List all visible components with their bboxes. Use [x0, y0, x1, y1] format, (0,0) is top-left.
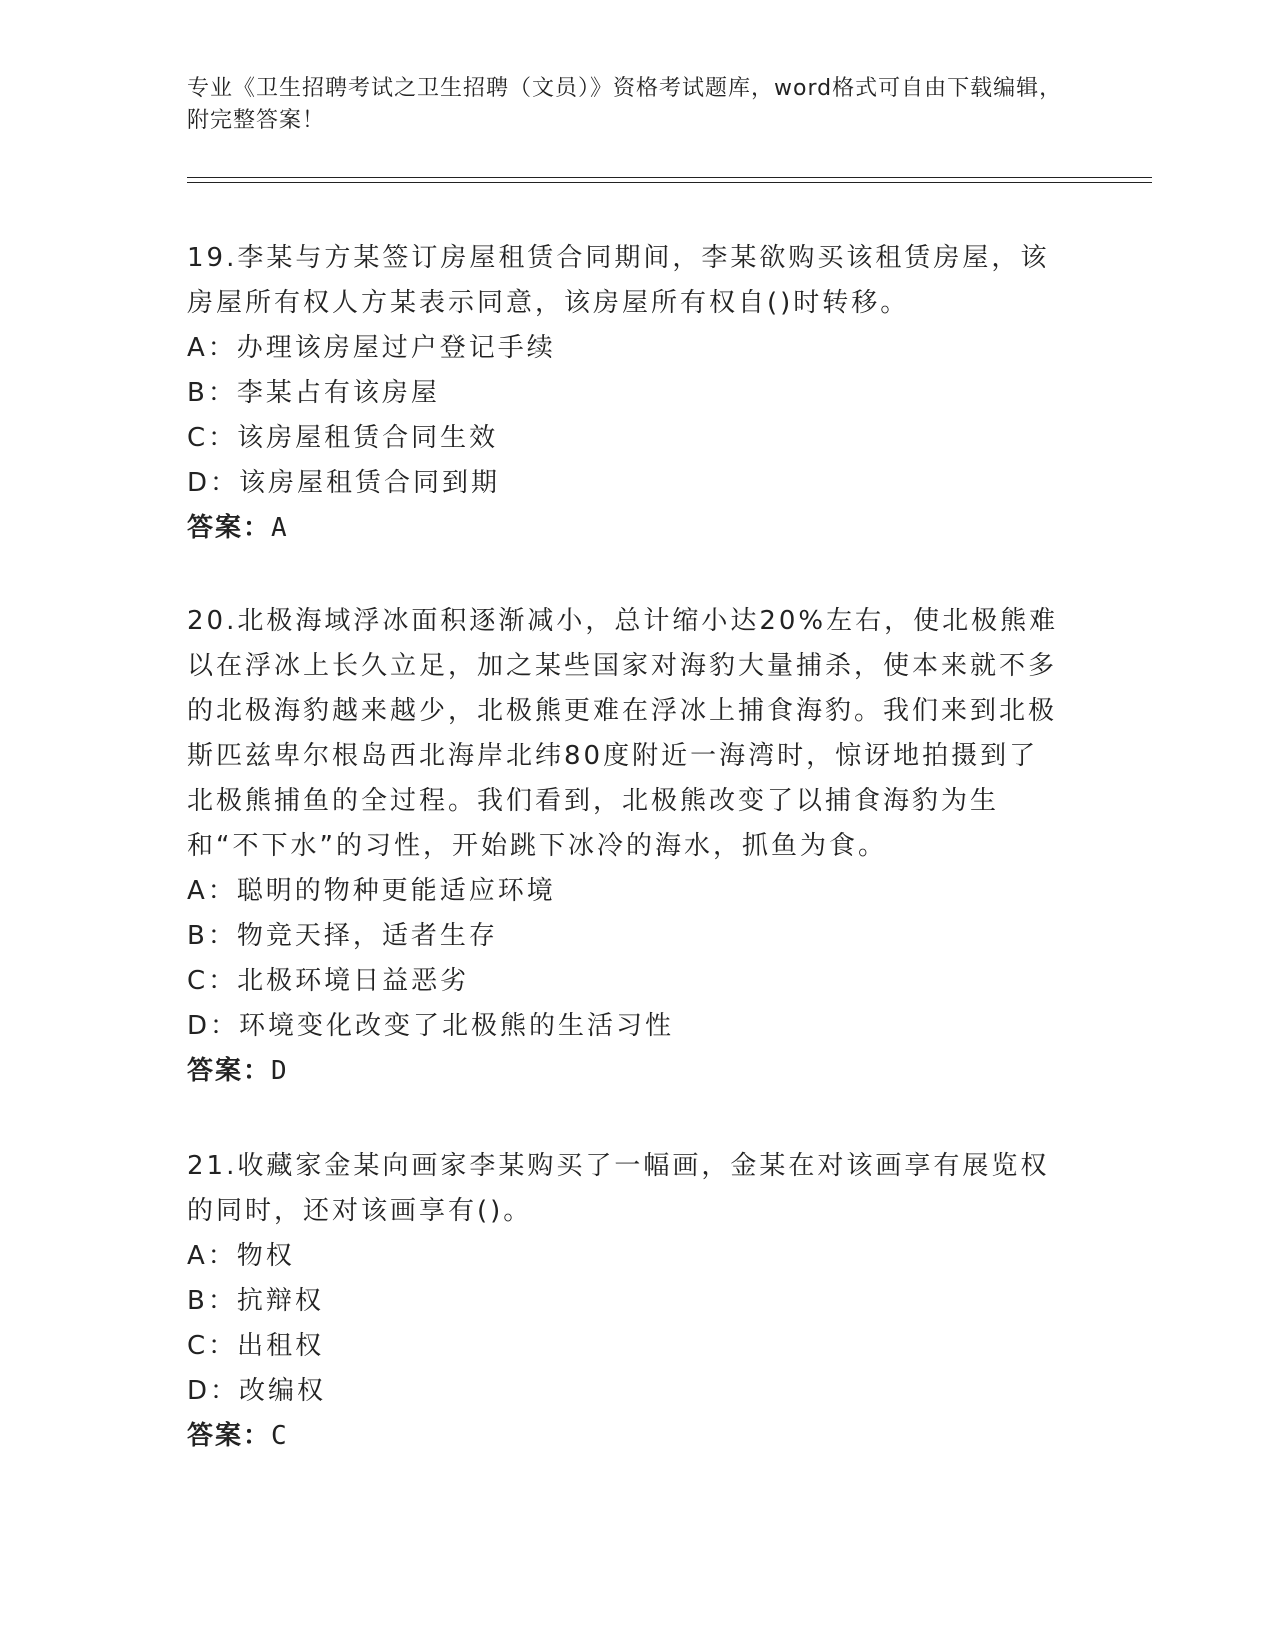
option-c: C：北极环境日益恶劣 [187, 966, 470, 996]
option-d: D：环境变化改变了北极熊的生活习性 [187, 1011, 675, 1041]
option-b: B：物竞天择，适者生存 [187, 921, 498, 951]
option-a: A：办理该房屋过户登记手续 [187, 333, 556, 363]
option-d: D：该房屋租赁合同到期 [187, 468, 501, 498]
answer-line [187, 1414, 1067, 1459]
answer-value: A [271, 513, 289, 543]
option-a: A：聪明的物种更能适应环境 [187, 876, 556, 906]
answer-label: 答案： [187, 1421, 272, 1451]
header-divider-bottom [187, 182, 1152, 183]
answer-line [187, 506, 1067, 551]
answer-value: D [271, 1056, 289, 1086]
question-19 [187, 236, 1067, 551]
question-stem: 20.北极海域浮冰面积逐渐减小，总计缩小达20%左右，使北极熊难以在浮冰上长久立足，加之某些国家对海豹大量捕杀，使本来就不多的北极海豹越来越少，北极熊更难在浮冰上捕食海豹。我们来到北极斯匹兹卑尔根岛西北海岸北纬80度附近一海湾时，惊讶地拍摄到了北极熊捕鱼的全过程。我们看到，北极熊改变了以捕食海豹为生和“不下水”的习性，开始跳下冰冷的海水，抓鱼为食。 [187, 606, 1059, 861]
question-20 [187, 599, 1067, 1094]
option-d: D：改编权 [187, 1376, 327, 1406]
question-stem: 21.收藏家金某向画家李某购买了一幅画，金某在对该画享有展览权的同时，还对该画享有()。 [187, 1151, 1050, 1226]
question-21 [187, 1144, 1067, 1459]
answer-value: C [271, 1421, 289, 1451]
option-b: B：李某占有该房屋 [187, 378, 440, 408]
document-header: 专业《卫生招聘考试之卫生招聘（文员）》资格考试题库，word格式可自由下载编辑，附完整答案！ [187, 76, 1063, 133]
option-c: C：出租权 [187, 1331, 325, 1361]
question-stem: 19.李某与方某签订房屋租赁合同期间，李某欲购买该租赁房屋，该房屋所有权人方某表示同意，该房屋所有权自()时转移。 [187, 243, 1050, 318]
header-divider-top [187, 177, 1152, 178]
answer-line [187, 1049, 1067, 1094]
option-c: C：该房屋租赁合同生效 [187, 423, 499, 453]
option-b: B：抗辩权 [187, 1286, 324, 1316]
answer-label: 答案： [187, 1056, 272, 1086]
answer-label: 答案： [187, 513, 272, 543]
option-a: A：物权 [187, 1241, 295, 1271]
